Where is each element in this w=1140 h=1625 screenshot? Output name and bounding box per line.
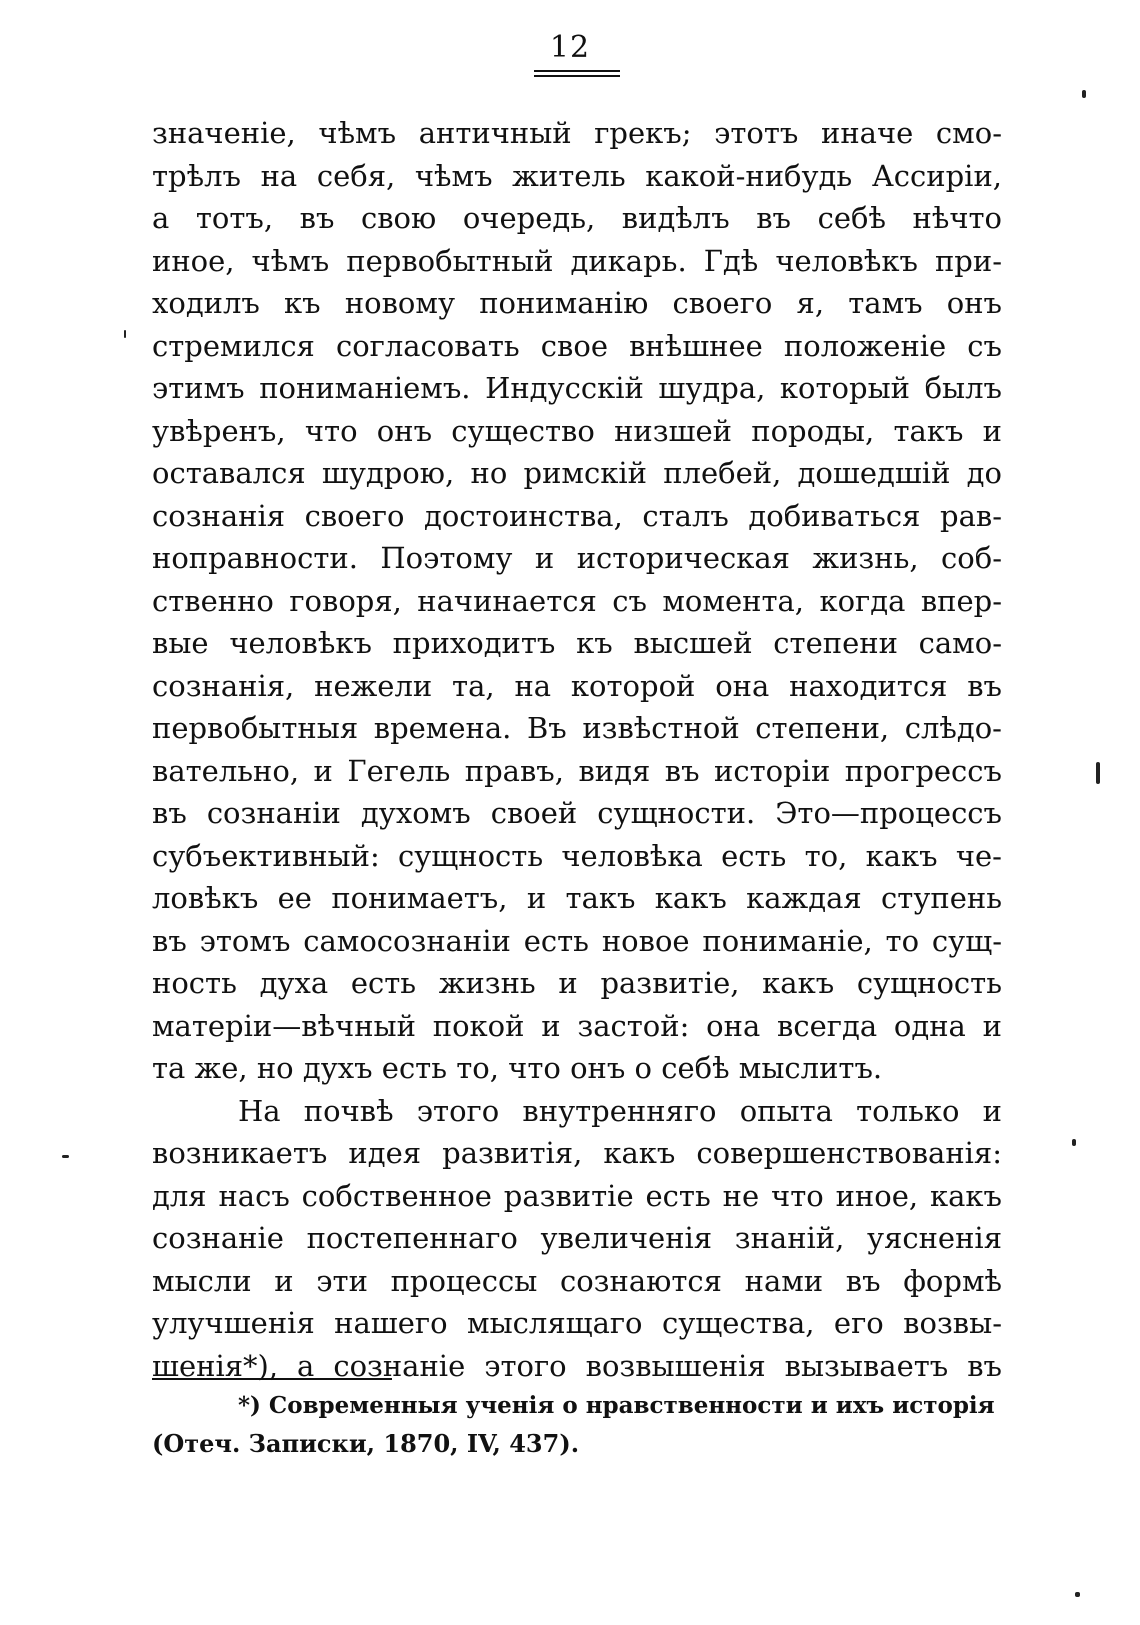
paragraph-first-line: На почвѣ этого внутренняго опыта только и [238,1093,1002,1128]
text-line: въ этомъ самосознаніи есть новое пониманіе, то сущ- [152,923,1002,958]
scan-speck [1082,90,1086,98]
text-line: та же, но духъ есть то, что онъ о себѣ мыслитъ. [152,1051,883,1085]
body-text [152,112,1002,1387]
text-line: этимъ пониманіемъ. Индусскій шудра, который былъ [152,371,1002,405]
text-line: стремился согласовать свое внѣшнее положеніе съ [152,328,1002,363]
text-line: ходилъ къ новому пониманію своего я, тамъ онъ [152,286,1002,320]
text-line: сознанія, нежели та, на которой она находится въ [152,668,1002,703]
text-line: возникаетъ идея развитія, какъ совершенствованія: [152,1136,1002,1170]
text-line: значеніе, чѣмъ античный грекъ; этотъ иначе смо- [152,116,1002,150]
scan-speck [1096,762,1100,784]
page-number-rule [534,75,620,77]
text-line: сознаніе постепеннаго увеличенія знаній, уясненія [152,1221,1002,1255]
text-line: мысли и эти процессы сознаются нами въ формѣ [152,1263,1002,1298]
text-line: оставался шудрою, но римскій плебей, дошедшій до [152,456,1002,490]
text-line: первобытныя времена. Въ извѣстной степени, слѣдо- [152,711,1002,745]
text-line: улучшенія нашего мыслящаго существа, его возвы- [152,1306,1002,1340]
text-line: трѣлъ на себя, чѣмъ житель какой-нибудь Ассиріи, [152,158,1002,193]
page-number: 12 [549,30,591,65]
text-line: ственно говоря, начинается съ момента, когда впер- [152,583,1002,618]
text-line: вые человѣкъ приходитъ къ высшей степени само- [152,626,1002,660]
text-line: матеріи—вѣчный покой и застой: она всегда одна и [152,1008,1002,1043]
scan-speck [1075,1592,1080,1597]
text-line: иное, чѣмъ первобытный дикарь. Гдѣ человѣкъ при- [152,243,1002,278]
footnote-line: (Отеч. Записки, 1870, IV, 437). [152,1429,580,1458]
footnote [152,1387,1002,1463]
scan-speck [124,330,126,338]
text-line: сознанія своего достоинства, сталъ добиваться рав- [152,498,1002,533]
text-line: вательно, и Гегель правъ, видя въ исторіи прогрессъ [152,753,1002,788]
footnote-line: *) Современныя ученія о нравственности и ихъ исторія [238,1392,995,1419]
scan-speck [1072,1139,1076,1146]
text-line: въ сознаніи духомъ своей сущности. Это—процессъ [152,796,1002,830]
text-line: а тотъ, въ свою очередь, видѣлъ въ себѣ нѣчто [152,201,1002,235]
footnote-separator [152,1378,392,1380]
scan-speck [62,1155,69,1158]
text-line: ность духа есть жизнь и развитіе, какъ сущность [152,966,1002,1000]
text-line: шенія*), а сознаніе этого возвышенія вызываетъ въ [152,1348,1002,1383]
text-line: субъективный: сущность человѣка есть то, какъ че- [152,838,1002,873]
text-line: для насъ собственное развитіе есть не что иное, какъ [152,1178,1002,1213]
text-line: увѣренъ, что онъ существо низшей породы, такъ и [152,413,1002,448]
text-line: ловѣкъ ее понимаетъ, и такъ какъ каждая ступень [152,881,1002,915]
text-line: ноправности. Поэтому и историческая жизнь, соб- [152,541,1002,575]
page-number-rule [534,70,620,72]
